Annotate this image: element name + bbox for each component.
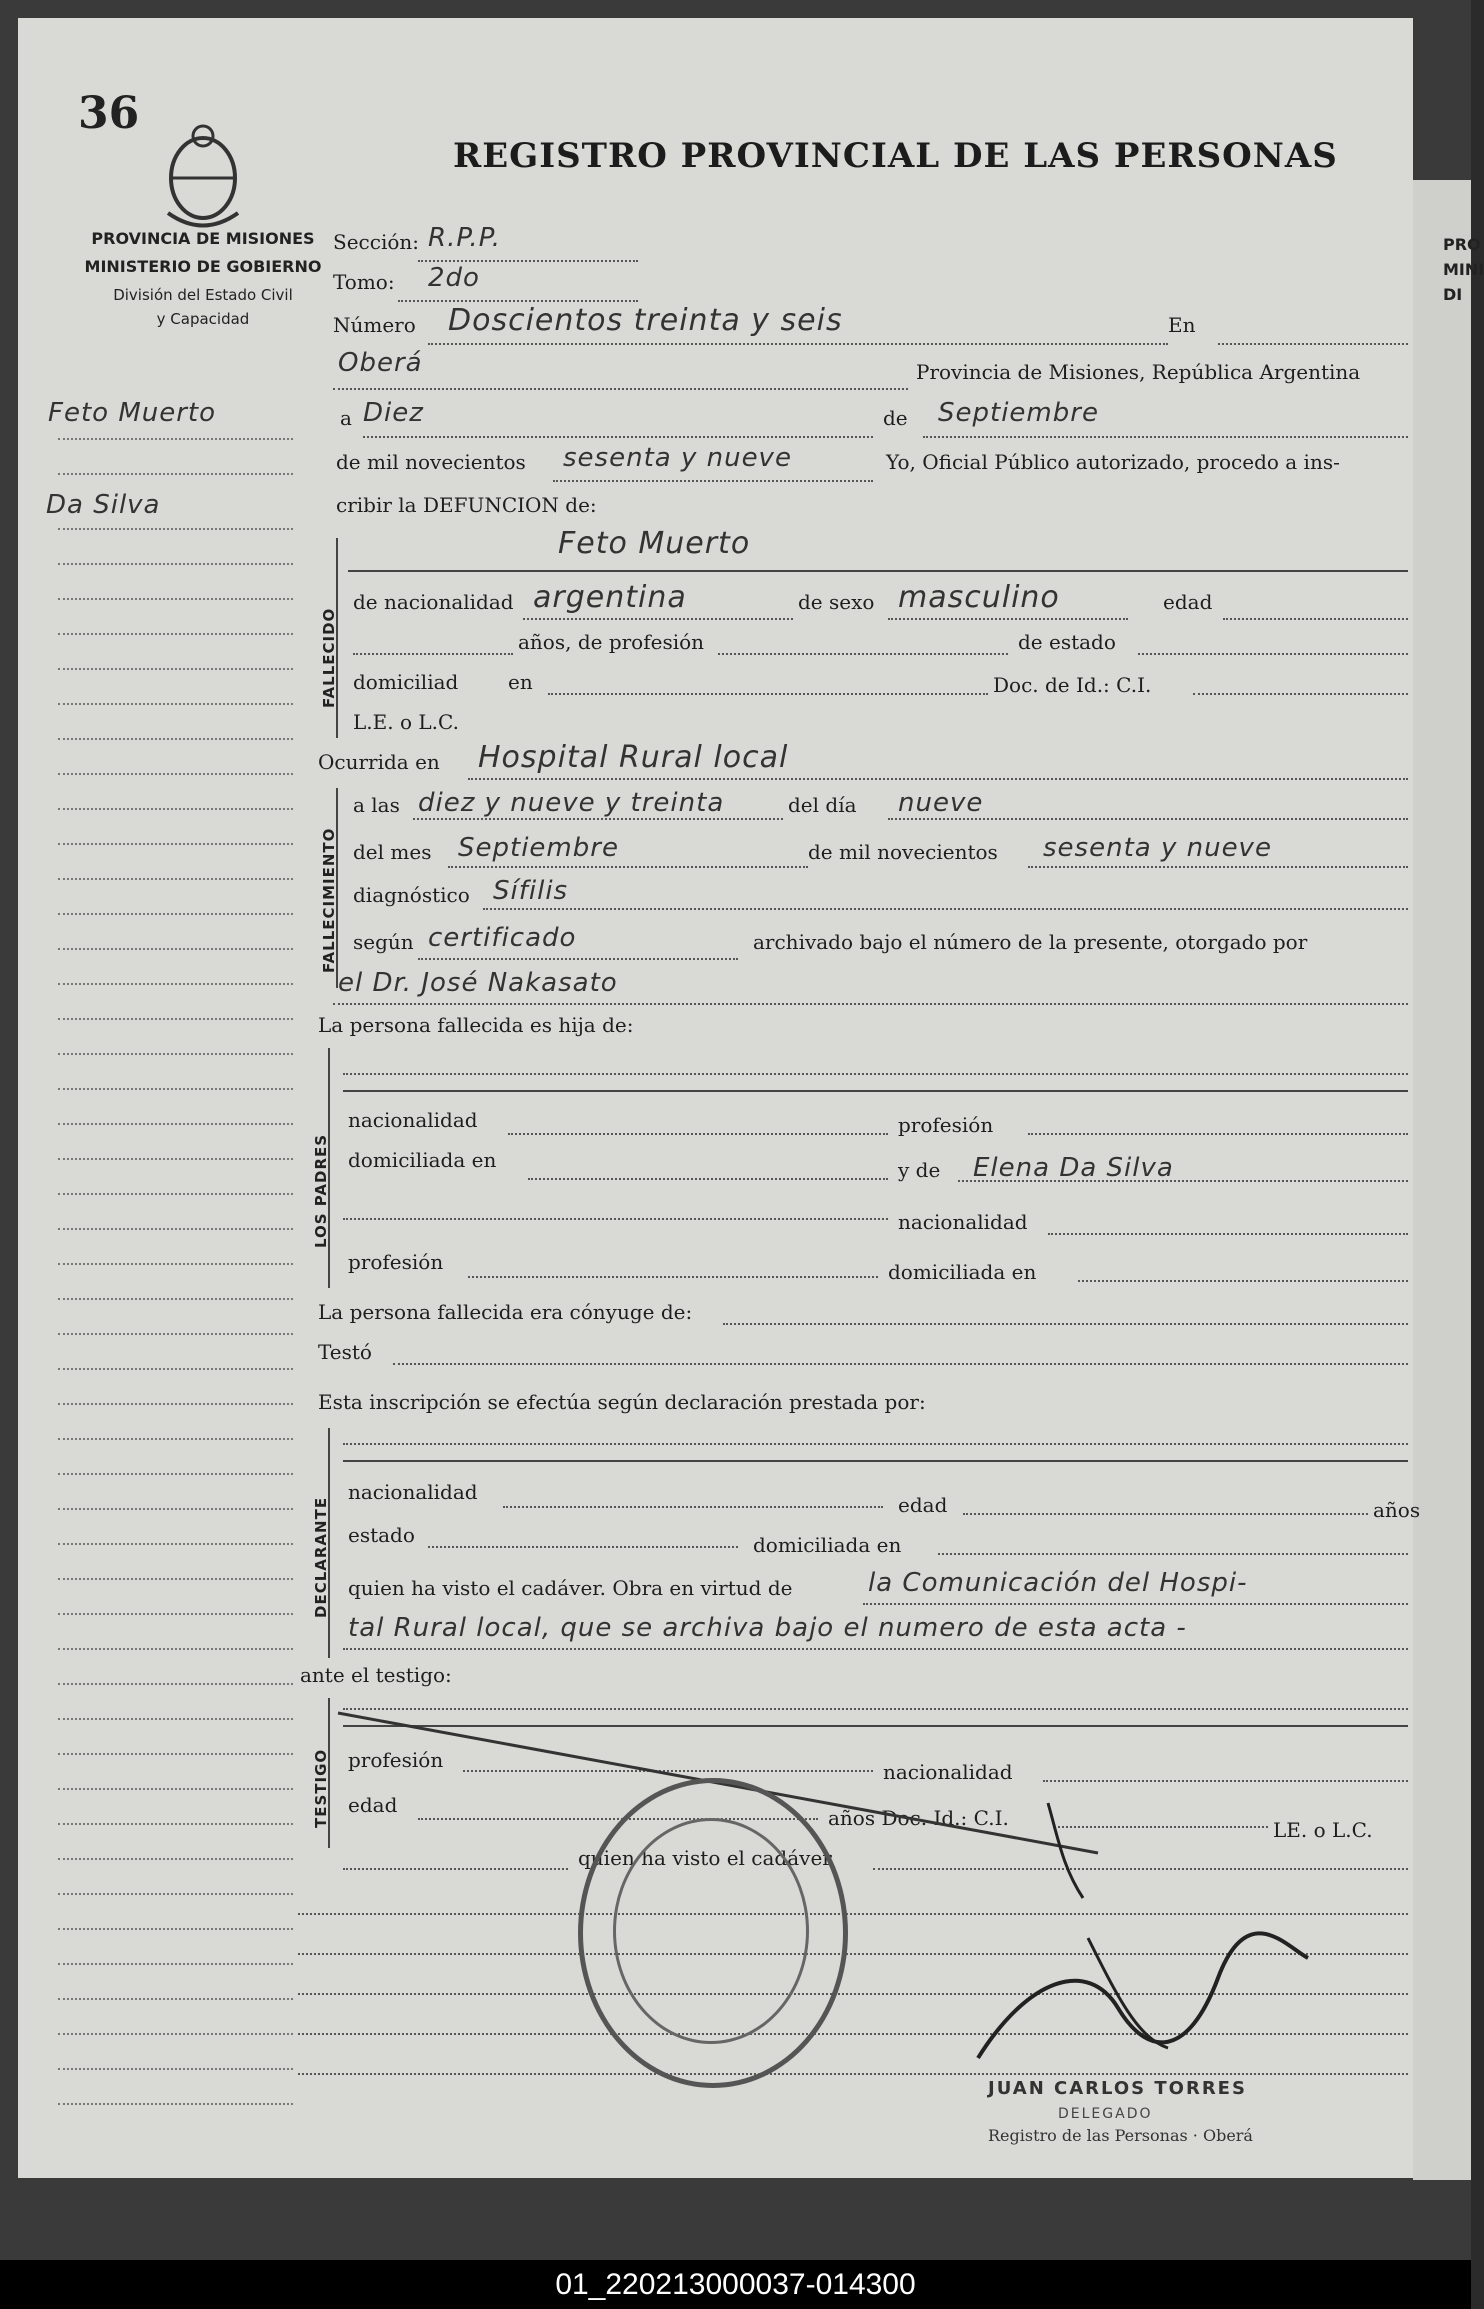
archivado-label: archivado bajo el número de la presente, otorgado por (753, 930, 1308, 954)
en-label: En (1168, 313, 1196, 337)
footer-image-id: 01_220213000037-014300 (0, 2260, 1471, 2309)
declarante-anios-label: años (1373, 1498, 1421, 1522)
side-label-padres: LOS PADRES (312, 1133, 330, 1248)
record-page (18, 18, 1421, 2178)
signature-icon (968, 1918, 1318, 2088)
segun-label: según (353, 930, 414, 954)
side-label-fallecimiento: FALLECIMIENTO (320, 827, 338, 973)
de-mil-label-2: de mil novecientos (808, 840, 998, 864)
testigo-nacionalidad-label: nacionalidad (883, 1760, 1013, 1784)
madre-value: Elena Da Silva (973, 1153, 1174, 1183)
en-label-2: en (508, 670, 533, 694)
segun-value: certificado (428, 923, 577, 953)
declarante-domiciliada-label: domiciliada en (753, 1533, 902, 1557)
madre-domiciliada-label: domiciliada en (888, 1260, 1037, 1284)
tomo-value: 2do (428, 263, 480, 293)
anio-fall-value: sesenta y nueve (1043, 833, 1272, 863)
page-title: REGISTRO PROVINCIAL DE LAS PERSONAS (453, 136, 1338, 176)
estado-label: de estado (1018, 630, 1116, 654)
declarante-edad-label: edad (898, 1493, 948, 1517)
sexo-value: masculino (898, 580, 1060, 615)
provincia-label: Provincia de Misiones, República Argentina (916, 360, 1361, 384)
mes-value: Septiembre (938, 398, 1099, 428)
inscripcion-label: Esta inscripción se efectúa según declaración prestada por: (318, 1390, 926, 1414)
side-label-testigo: TESTIGO (312, 1748, 330, 1828)
obra-value-1: la Comunicación del Hospi- (868, 1568, 1248, 1598)
anio-value: sesenta y nueve (563, 443, 792, 473)
sexo-label: de sexo (798, 590, 875, 614)
hora-value: diez y nueve y treinta (418, 788, 725, 818)
mes-fall-value: Septiembre (458, 833, 619, 863)
nacionalidad-value: argentina (533, 580, 687, 615)
letterhead-ministry: MINISTERIO DE GOBIERNO (84, 257, 322, 276)
page-number: 36 (78, 88, 140, 139)
testigo-le-label: LE. o L.C. (1273, 1818, 1373, 1842)
madre-nacionalidad-label: nacionalidad (898, 1210, 1028, 1234)
hija-label: La persona fallecida es hija de: (318, 1013, 634, 1037)
testigo-edad-label: edad (348, 1793, 398, 1817)
tomo-label: Tomo: (333, 270, 395, 294)
signatory-role: DELEGADO (1058, 2106, 1153, 2122)
dia-fall-value: nueve (898, 788, 984, 818)
cribir-label: cribir la DEFUNCION de: (336, 493, 597, 517)
de-label: de (883, 406, 908, 430)
a-label: a (340, 406, 352, 430)
padre-nacionalidad-label: nacionalidad (348, 1108, 478, 1132)
letterhead-province: PROVINCIA DE MISIONES (91, 229, 315, 248)
adjacent-page-strip: PRO MINI DI (1413, 180, 1471, 2180)
coat-of-arms-icon (158, 118, 248, 233)
madre-profesion-label: profesión (348, 1250, 444, 1274)
testo-label: Testó (318, 1340, 372, 1364)
conyuge-label: La persona fallecida era cónyuge de: (318, 1300, 693, 1324)
le-lc-label: L.E. o L.C. (353, 710, 459, 734)
del-mes-label: del mes (353, 840, 432, 864)
declarante-quien-label: quien ha visto el cadáver. Obra en virtud de (348, 1576, 793, 1600)
del-dia-label: del día (788, 793, 857, 817)
yo-label: Yo, Oficial Público autorizado, procedo a ins- (886, 450, 1340, 474)
testigo-anios-label: años Doc. Id.: C.I. (828, 1806, 1009, 1830)
padre-domiciliada-label: domiciliada en (348, 1148, 497, 1172)
official-seal-inner-icon (613, 1818, 809, 2044)
side-label-fallecido: FALLECIDO (320, 607, 338, 708)
padre-profesion-label: profesión (898, 1113, 994, 1137)
handwritten-mark-icon (1043, 1798, 1093, 1908)
dia-value: Diez (363, 398, 424, 428)
diagnostico-label: diagnóstico (353, 883, 470, 907)
testigo-quien-label: quien ha visto el cadáver (578, 1846, 832, 1870)
numero-label: Número (333, 313, 416, 337)
obra-value-2: tal Rural local, que se archiva bajo el numero de esta acta - (348, 1613, 1187, 1643)
edad-label: edad (1163, 590, 1213, 614)
ocurrida-label: Ocurrida en (318, 750, 440, 774)
domiciliad-label: domiciliad (353, 670, 459, 694)
a-las-label: a las (353, 793, 400, 817)
margin-name: Feto Muerto (48, 398, 217, 428)
seccion-value: R.P.P. (428, 223, 502, 253)
side-label-declarante: DECLARANTE (312, 1496, 330, 1618)
signatory-name: JUAN CARLOS TORRES (988, 2078, 1247, 2099)
anios-profesion-label: años, de profesión (518, 630, 705, 654)
testigo-profesion-label: profesión (348, 1748, 444, 1772)
seccion-label: Sección: (333, 230, 419, 254)
ocurrida-value: Hospital Rural local (478, 740, 789, 775)
declarante-nacionalidad-label: nacionalidad (348, 1480, 478, 1504)
margin-surname: Da Silva (46, 490, 161, 520)
fallecido-value: Feto Muerto (558, 526, 751, 561)
signatory-office: Registro de las Personas · Oberá (988, 2126, 1253, 2145)
letterhead-division: División del Estado Civil (113, 286, 293, 304)
medico-value: el Dr. José Nakasato (338, 968, 618, 998)
ante-label: ante el testigo: (300, 1663, 452, 1687)
nacionalidad-label: de nacionalidad (353, 590, 514, 614)
numero-value: Doscientos treinta y seis (448, 303, 843, 338)
letterhead-capacity: y Capacidad (156, 310, 250, 328)
de-mil-label: de mil novecientos (336, 450, 526, 474)
diagnostico-value: Sífilis (493, 876, 569, 906)
declarante-estado-label: estado (348, 1523, 415, 1547)
lugar-value: Oberá (338, 348, 423, 378)
y-de-label: y de (898, 1158, 941, 1182)
doc-label: Doc. de Id.: C.I. (993, 673, 1152, 697)
